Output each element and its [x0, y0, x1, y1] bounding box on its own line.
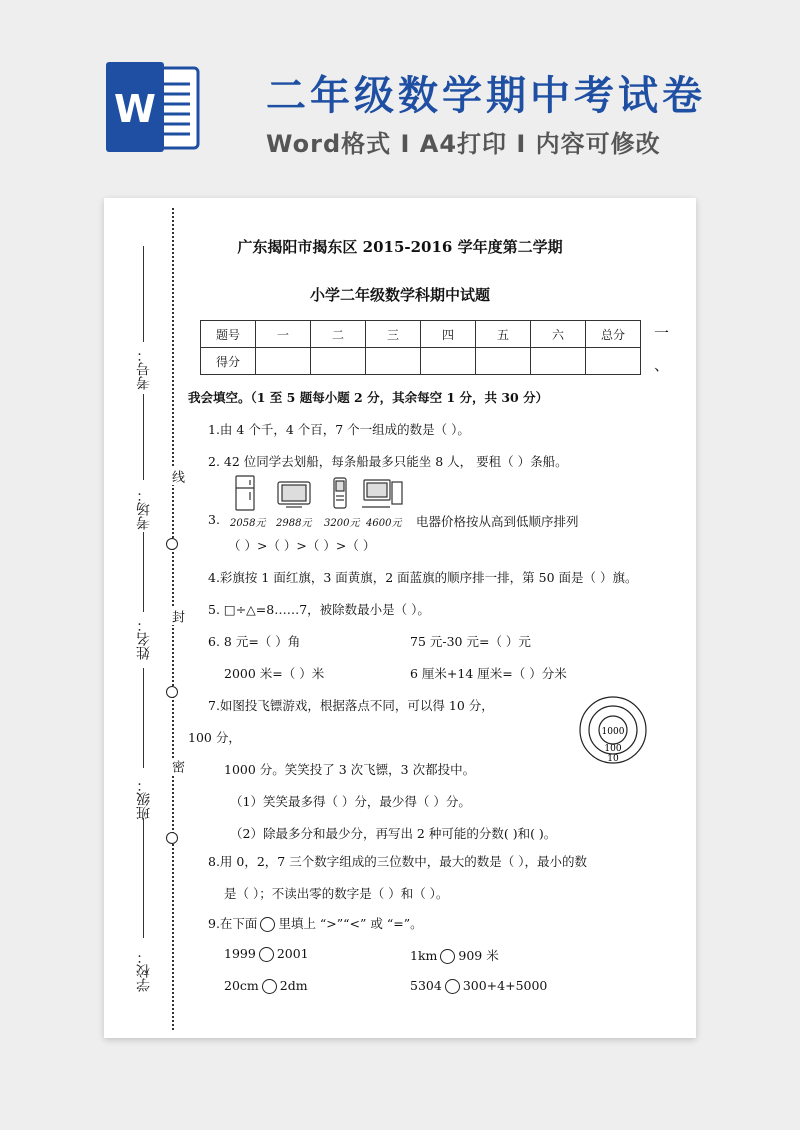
dartboard-outer-score: 10	[607, 754, 619, 764]
compare-item-1	[224, 946, 309, 962]
score-table-cell: 五	[476, 321, 531, 348]
question-8-line2: 是（ ）；不读出零的数字是（ ）和（ ）。	[224, 886, 449, 901]
exam-title-line2: 小学二年级数学科期中试题	[309, 286, 490, 304]
computer-icon	[362, 480, 402, 507]
name-line	[143, 532, 144, 612]
question-6a: 6. 8 元=（ ）角	[208, 634, 301, 649]
score-input-cell[interactable]	[366, 348, 421, 375]
score-input-cell[interactable]	[311, 348, 366, 375]
binding-hole	[166, 832, 178, 844]
compare-circle-blank[interactable]	[262, 979, 277, 994]
compare-left: 1km	[410, 948, 438, 963]
school-label: 学校：	[136, 950, 152, 992]
compare-left: 20cm	[224, 978, 259, 993]
compare-circle-blank[interactable]	[259, 947, 274, 962]
refrigerator-icon	[236, 476, 254, 510]
exam-room-line	[143, 394, 144, 480]
class-label: 班级：	[136, 778, 152, 820]
score-table-cell: 三	[366, 321, 421, 348]
binding-char-mi: 密	[169, 760, 184, 773]
price-refrigerator: 2058元	[230, 518, 266, 529]
score-input-cell[interactable]	[476, 348, 531, 375]
score-input-cell[interactable]	[256, 348, 311, 375]
compare-right: 2001	[276, 946, 309, 961]
school-line	[143, 818, 144, 938]
price-tv: 2988元	[276, 518, 312, 529]
price-phone: 3200元	[324, 518, 360, 529]
binding-hole	[166, 538, 178, 550]
score-table	[200, 320, 641, 375]
score-table-cell: 二	[311, 321, 366, 348]
question-7-part2: （2）除最多分和最少分，再写出 2 种可能的分数( )和( )。	[230, 826, 557, 841]
question-9-prefix: 9.在下面	[208, 916, 258, 931]
question-6d: 6 厘米+14 厘米=（ ）分米	[410, 666, 567, 681]
price-computer: 4600元	[366, 518, 402, 529]
circle-blank-icon	[260, 917, 275, 932]
compare-right: 909 米	[458, 948, 499, 963]
score-input-cell[interactable]	[531, 348, 586, 375]
compare-item-2	[410, 946, 499, 964]
compare-item-3	[224, 978, 308, 994]
compare-circle-blank[interactable]	[440, 949, 455, 964]
question-8-line1: 8.用 0，2，7 三个数字组成的三位数中，最大的数是（ ），最小的数	[208, 854, 587, 869]
compare-right: 2dm	[279, 978, 308, 993]
question-7-line2: 100 分，	[188, 730, 241, 745]
question-7-line3: 1000 分。笑笑投了 3 次飞镖，3 次都投中。	[224, 762, 476, 777]
class-line	[143, 668, 144, 768]
question-3-text: 电器价格按从高到低顺序排列	[416, 514, 579, 529]
question-9	[208, 914, 423, 932]
name-label: 姓名：	[136, 618, 152, 660]
question-9-suffix: 里填上 “>”“<” 或 “=”。	[278, 916, 423, 931]
question-4: 4.彩旗按 1 面红旗，3 面黄旗，2 面蓝旗的顺序排一排，第 50 面是（ ）旗。	[208, 570, 638, 585]
score-table-cell: 四	[421, 321, 476, 348]
dartboard-figure	[578, 692, 648, 768]
exam-room-label: 考场：	[136, 488, 152, 530]
question-3-blanks: （ ）>（ ）>（ ）>（ ）	[228, 538, 376, 553]
score-table-cell: 题号	[201, 321, 256, 348]
score-table-score-row	[201, 348, 641, 375]
question-2: 2. 42 位同学去划船，每条船最多只能坐 8 人， 要租（ ）条船。	[208, 454, 568, 469]
tv-icon	[278, 482, 310, 507]
question-1: 1.由 4 个千，4 个百，7 个一组成的数是（ ）。	[208, 422, 470, 437]
page-subtitle: Word格式 Ⅰ A4打印 Ⅰ 内容可修改	[266, 130, 661, 158]
appliance-icons	[230, 474, 410, 516]
compare-circle-blank[interactable]	[445, 979, 460, 994]
score-table-header-row	[201, 321, 641, 348]
question-7-line1: 7.如图投飞镖游戏，根据落点不同，可以得 10 分，	[208, 698, 494, 713]
binding-char-xian: 线	[169, 470, 184, 483]
compare-item-4	[410, 978, 547, 994]
question-6c: 2000 米=（ ）米	[224, 666, 325, 681]
section-number-mark: 一	[654, 324, 670, 342]
score-table-cell: 总分	[586, 321, 641, 348]
question-5: 5. □÷△=8……7，被除数最小是（ ）。	[208, 602, 430, 617]
page-title: 二年级数学期中考试卷	[266, 73, 706, 119]
phone-icon	[334, 478, 346, 508]
binding-char-feng: 封	[169, 610, 184, 623]
score-input-cell[interactable]	[421, 348, 476, 375]
score-input-cell[interactable]	[586, 348, 641, 375]
compare-left: 5304	[410, 978, 442, 993]
exam-title-line1: 广东揭阳市揭东区 2015-2016 学年度第二学期	[237, 238, 563, 256]
section1-heading: 我会填空。（1 至 5 题每小题 2 分，其余每空 1 分，共 30 分）	[188, 390, 549, 405]
dartboard-center-score: 1000	[601, 727, 625, 737]
compare-left: 1999	[224, 946, 256, 961]
word-icon	[104, 60, 200, 154]
question-3-number: 3.	[208, 512, 220, 527]
question-7-part1: （1）笑笑最多得（ ）分，最少得（ ）分。	[230, 794, 471, 809]
question-6b: 75 元-30 元=（ ）元	[410, 634, 531, 649]
exam-paper	[104, 198, 696, 1038]
compare-right: 300+4+5000	[462, 978, 548, 993]
exam-number-label: 考号：	[136, 348, 152, 390]
score-table-cell: 得分	[201, 348, 256, 375]
word-icon-letter: W	[114, 87, 156, 131]
score-table-cell: 一	[256, 321, 311, 348]
binding-hole	[166, 686, 178, 698]
score-table-cell: 六	[531, 321, 586, 348]
dartboard-middle-score: 100	[604, 744, 622, 754]
section-number-comma: 、	[654, 356, 670, 374]
